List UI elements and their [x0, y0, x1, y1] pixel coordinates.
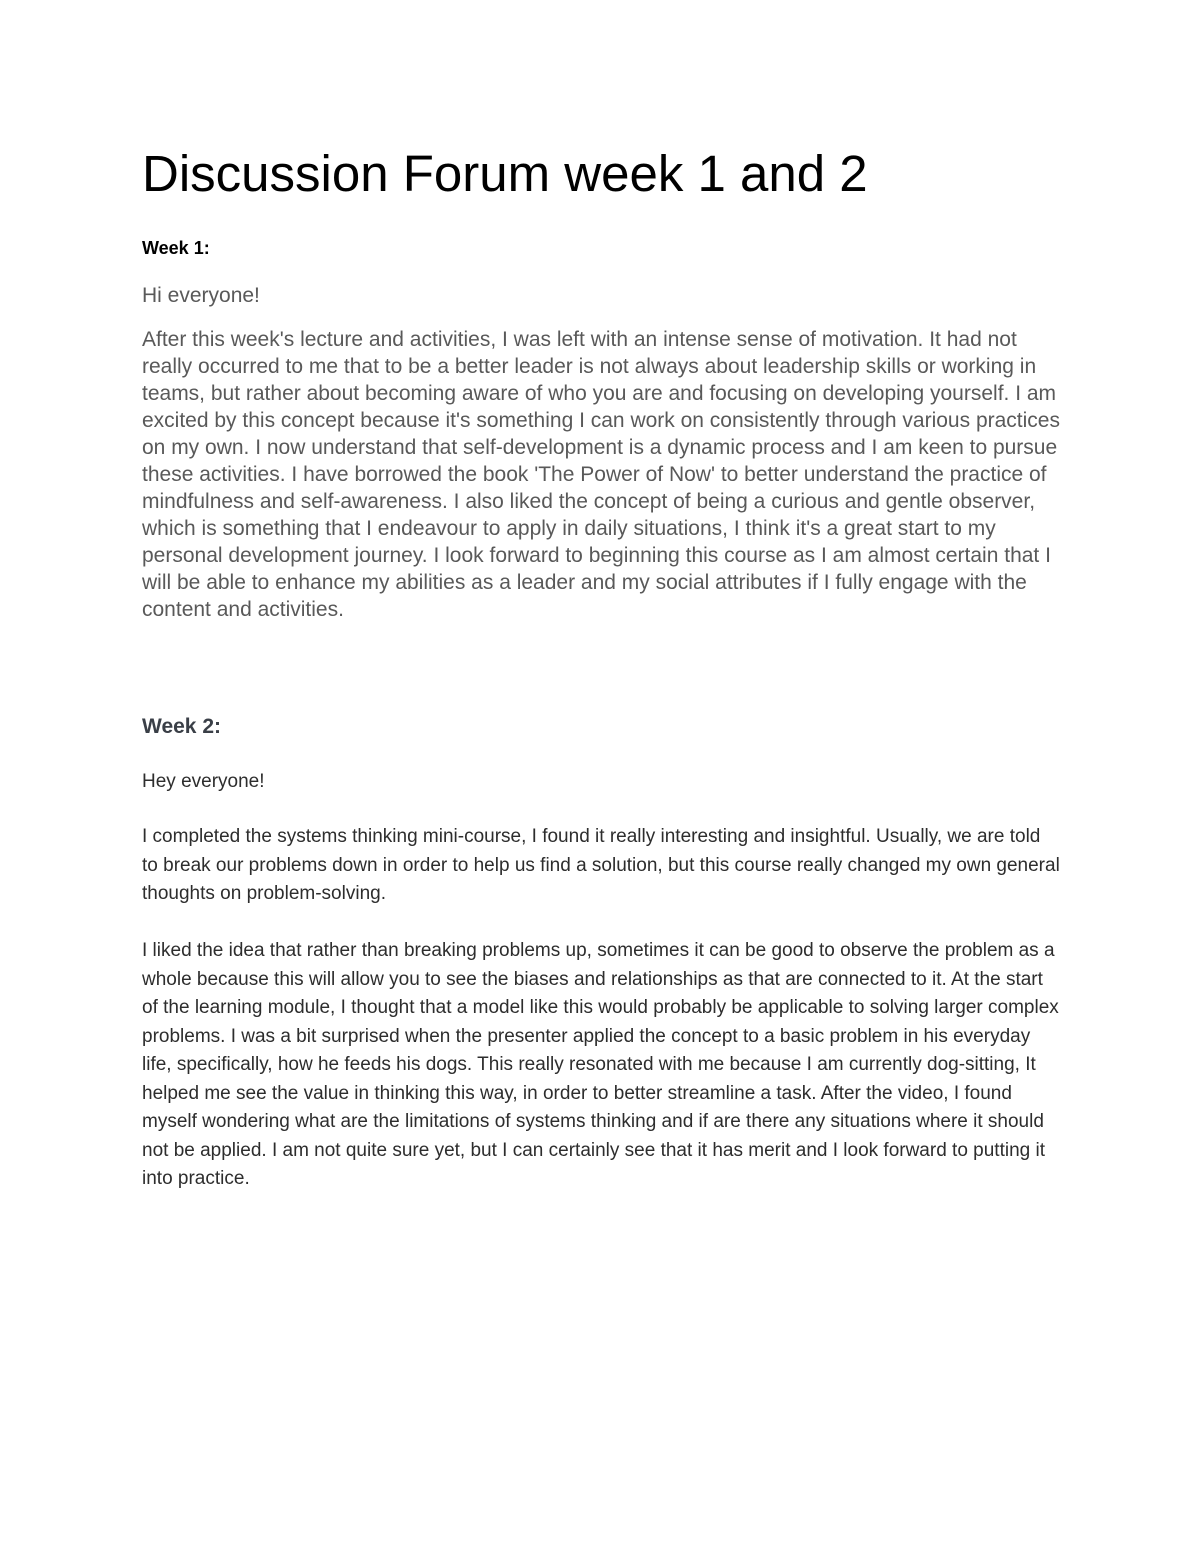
week-1-heading: Week 1: — [142, 238, 210, 258]
week-1-greeting: Hi everyone! — [142, 284, 260, 307]
week-2-greeting: Hey everyone! — [142, 771, 265, 792]
week-2-heading: Week 2: — [142, 715, 221, 738]
week-2-paragraph-1: I completed the systems thinking mini-course, I found it really interesting and insightful. Usually, we are told to break our problems down in order to help us find a solution, but this course really changed my own general thoughts on problem-solving. — [142, 826, 1060, 904]
week-1-body-paragraph: After this week's lecture and activities, I was left with an intense sense of motivation. It had not really occurred to me that to be a better leader is not always about leadership skills or working in teams, but rather about becoming aware of who you are and focusing on developing yourself. I am excited by this concept because it's something I can work on consistently through various practices on my own. I now understand that self-development is a dynamic process and I am keen to pursue these activities. I have borrowed the book 'The Power of Now' to better understand the practice of mindfulness and self-awareness. I also liked the concept of being a curious and gentle observer, which is something that I endeavour to apply in daily situations, I think it's a great start to my personal development journey. I look forward to beginning this course as I am almost certain that I will be able to enhance my abilities as a leader and my social attributes if I fully engage with the content and activities. — [142, 328, 1060, 621]
document-title: Discussion Forum week 1 and 2 — [142, 145, 868, 202]
week-2-paragraph-2: I liked the idea that rather than breaking problems up, sometimes it can be good to observe the problem as a whole because this will allow you to see the biases and relationships as that are connected to it. At the start of the learning module, I thought that a model like this would probably be applicable to solving larger complex problems. I was a bit surprised when the presenter applied the concept to a basic problem in his everyday life, specifically, how he feeds his dogs. This really resonated with me because I am currently dog-sitting, It helped me see the value in thinking this way, in order to better streamline a task. After the video, I found myself wondering what are the limitations of systems thinking and if are there any situations where it should not be applied. I am not quite sure yet, but I can certainly see that it has merit and I look forward to putting it into practice. — [142, 940, 1059, 1189]
